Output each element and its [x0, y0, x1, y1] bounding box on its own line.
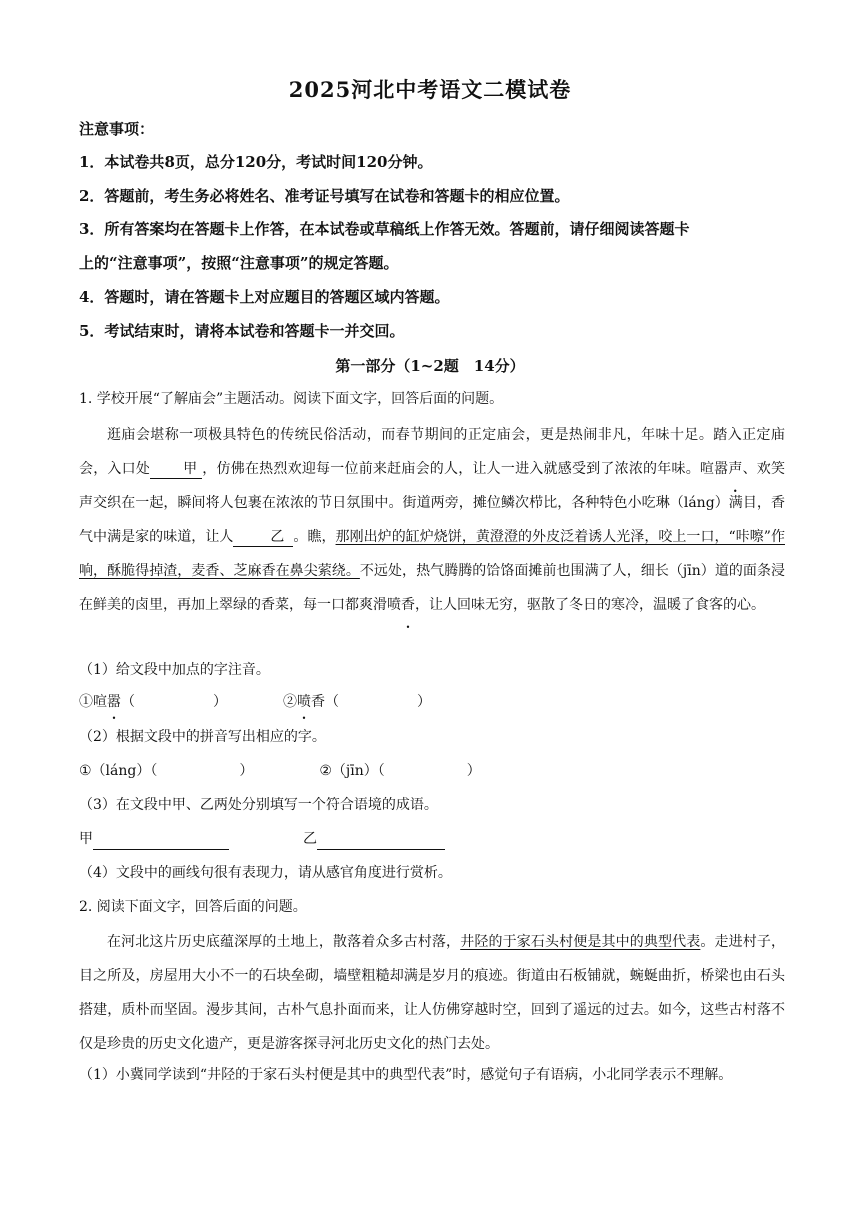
q1-sub1-answers [79, 691, 785, 713]
notice-heading: 注意事项： [79, 120, 155, 138]
sub2-a-close: ） [239, 763, 254, 779]
blank-jia: 甲 [150, 460, 202, 479]
q2-passage-text-a: 在河北这片历史底蕴深厚的土地上，散落着众多古村落， [107, 934, 461, 950]
sub3-yi-label: 乙 [303, 831, 317, 847]
underlined-sentence: 那刚出炉的缸炉烧饼，黄澄澄的外皮泛着诱人光泽，咬上一口，“咔嚓”作响，酥脆得掉渣，麦香、芝麻香在鼻尖萦绕。 [79, 529, 785, 579]
q1-passage-text-b: ，仿佛在热烈欢迎每一位前来赶庙会的人，让人一进入就感受到了浓浓的年味。 [202, 461, 700, 477]
sub1-a-close: ） [213, 694, 227, 710]
sub3-yi-line [317, 833, 445, 850]
notice-item-1: 1．本试卷共8页，总分120分，考试时间120分钟。 [79, 153, 433, 171]
blank-yi: 乙 [233, 528, 293, 547]
notice-item-4: 4．答题时，请在答题卡上对应题目的答题区域内答题。 [79, 288, 450, 306]
exam-title: 2025河北中考语文二模试卷 [288, 77, 572, 102]
notice-item-2: 2．答题前，考生务必将姓名、准考证号填写在试卷和答题卡的相应位置。 [79, 187, 570, 205]
q1-passage-text-a: 逛庙会堪称一项极具特色的传统民俗活动，而春节期间的正定庙会，更是热闹非凡，年味十足。踏入正定庙会，入口处 [79, 427, 785, 477]
notice-item-5: 5．考试结束时，请将本试卷和答题卡一并交回。 [79, 322, 405, 340]
q1-passage [79, 418, 785, 622]
sub1-b-close: ） [417, 694, 431, 710]
sub2-a: ①（láng）（ [79, 763, 158, 779]
q2-stem: 2. 阅读下面文字，回答后面的问题。 [79, 899, 307, 915]
q1-sub4: （4）文段中的画线句很有表现力，请从感官角度进行赏析。 [79, 865, 452, 881]
sub1-b-open: 香（ [311, 694, 339, 710]
sub1-b-label: ② [283, 694, 297, 710]
part-one-title: 第一部分（1~2题 14分） [335, 357, 525, 375]
sub1-a-open: （ [121, 694, 135, 710]
sub2-b-close: ） [466, 763, 481, 779]
notice-item-3a: 3．所有答案均在答题卡上作答，在本试卷或草稿纸上作答无效。答题前，请仔细阅读答题卡 [79, 220, 690, 238]
q1-passage-text-e: 不远处，热气腾腾的饸饹面摊前也围满了人，细长（jīn）道的面条浸在鲜美的卤里，再加上翠绿的香菜，每一口都爽滑 [79, 563, 786, 613]
q1-stem: 1. 学校开展“了解庙会”主题活动。阅读下面文字，回答后面的问题。 [79, 391, 504, 407]
q1-passage-text-f: 香，让人回味无穷，驱散了冬日的寒冷，温暖了食客的心。 [401, 597, 765, 613]
notice-item-3b: 上的“注意事项”，按照“注意事项”的规定答题。 [79, 254, 399, 272]
dotted-char-xiao: 嚣 [714, 461, 729, 477]
q1-passage-text-d: 。瞧， [293, 529, 336, 545]
q2-underlined-sentence: 井陉的于家石头村便是其中的典型代表 [460, 934, 701, 950]
q1-sub3: （3）在文段中甲、乙两处分别填写一个符合语境的成语。 [79, 797, 438, 813]
q1-sub2-answers [79, 760, 785, 782]
sub1-a-label: ①喧 [79, 694, 107, 710]
sub3-jia-label: 甲 [79, 831, 93, 847]
sub1-b-dotted-char: 喷 [297, 694, 311, 710]
sub2-b: ②（jīn）（ [319, 763, 385, 779]
q1-passage-text-c: 声、欢笑声交织在一起，瞬间将人包裹在浓浓的节日氛围中。街道两旁，摊位鳞次栉比，各种特色小吃琳（láng）满目，香气中满是家的味道，让人 [79, 461, 786, 545]
sub3-jia-line [93, 833, 229, 850]
q1-sub3-answers [79, 828, 785, 850]
dotted-char-pen: 喷 [387, 597, 401, 613]
q2-passage [79, 925, 785, 1061]
q1-sub2: （2）根据文段中的拼音写出相应的字。 [79, 729, 326, 745]
q2-sub1: （1）小冀同学读到“井陉的于家石头村便是其中的典型代表”时，感觉句子有语病，小北同学表示不理解。 [79, 1067, 733, 1083]
q2-passage-text-b: 。走进村子，目之所及，房屋用大小不一的石块垒砌，墙壁粗糙却满是岁月的痕迹。街道由石板铺就，蜿蜒曲折，桥梁也由石头搭建，质朴而坚固。漫步其间，古朴气息扑面而来，让人仿佛穿越时空，回到了遥远的过去。如今，这些古村落不仅是珍贵的历史文化遗产，更是游客探寻河北历史文化的热门去处。 [79, 934, 786, 1052]
dotted-char-xuan: 喧 [699, 461, 715, 477]
q1-sub1: （1）给文段中加点的字注音。 [79, 662, 270, 678]
sub1-a-dotted-char: 嚣 [107, 694, 121, 710]
